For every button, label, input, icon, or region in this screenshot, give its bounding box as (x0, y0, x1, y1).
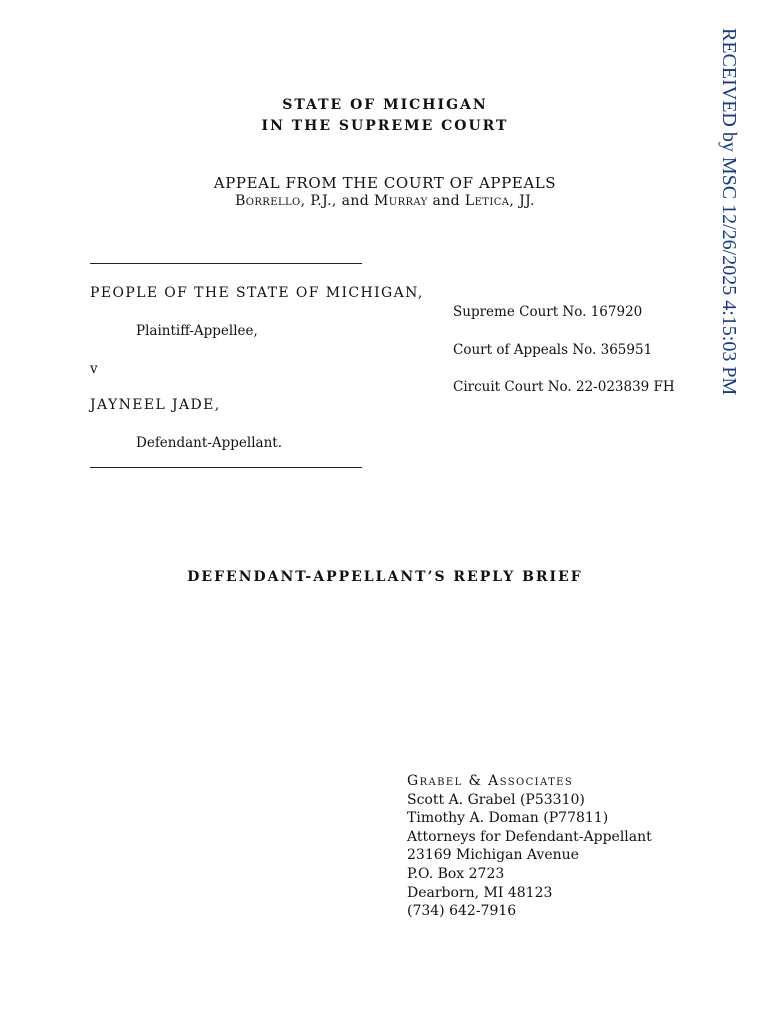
state-heading: STATE OF MICHIGAN (282, 97, 488, 113)
phone-number: (734) 642-7916 (407, 903, 517, 920)
court-of-appeals-number: Court of Appeals No. 365951 (453, 342, 653, 358)
appeal-from-line: APPEAL FROM THE COURT OF APPEALS (213, 174, 557, 192)
judge-1: Borrello (235, 193, 301, 209)
court-heading: IN THE SUPREME COURT (261, 118, 509, 134)
defendant-role: Defendant-Appellant. (136, 435, 282, 451)
versus-label: v (90, 361, 98, 377)
defendant-name: JAYNEEL JADE, (90, 397, 221, 413)
attorney-name-1: Scott A. Grabel (P53310) (407, 791, 585, 808)
judicial-panel-line (0, 193, 770, 209)
address-po-box: P.O. Box 2723 (407, 865, 505, 882)
received-stamp: RECEIVED by MSC 12/26/2025 4:15:03 PM (718, 28, 740, 396)
attorney-role: Attorneys for Defendant-Appellant (407, 828, 652, 845)
address-city: Dearborn, MI 48123 (407, 884, 553, 901)
attorney-block (407, 772, 652, 921)
judge-2-suffix: and (427, 193, 465, 209)
firm-name: Grabel & Associates (407, 773, 574, 789)
attorney-name-2: Timothy A. Doman (P77811) (407, 810, 609, 827)
address-street: 23169 Michigan Avenue (407, 847, 579, 864)
judge-2: Murray (374, 193, 428, 209)
brief-title: DEFENDANT-APPELLANT’S REPLY BRIEF (187, 569, 583, 585)
caption-top-rule (90, 263, 362, 264)
judge-1-suffix: , P.J., and (300, 193, 375, 209)
judge-3: Letica (464, 193, 510, 209)
plaintiff-name: PEOPLE OF THE STATE OF MICHIGAN, (90, 285, 424, 301)
supreme-court-number: Supreme Court No. 167920 (453, 304, 643, 320)
judge-3-suffix: , JJ. (509, 193, 535, 209)
plaintiff-role: Plaintiff-Appellee, (136, 323, 258, 339)
circuit-court-number: Circuit Court No. 22-023839 FH (453, 379, 675, 395)
caption-bottom-rule (90, 467, 362, 468)
